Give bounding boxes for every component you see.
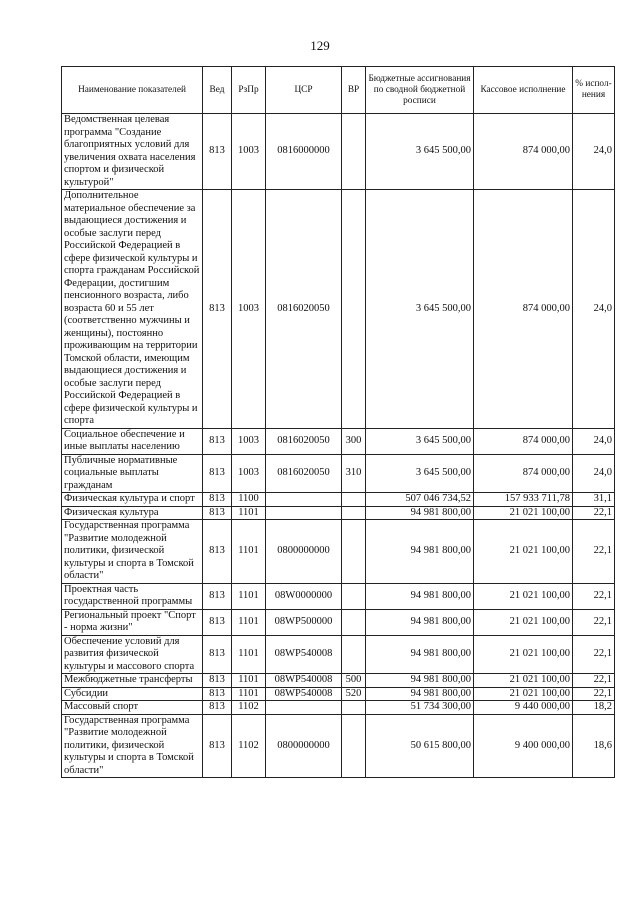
- header-vr: ВР: [342, 67, 366, 114]
- row-cash: 21 021 100,00: [474, 583, 573, 609]
- row-rzpr: 1100: [232, 493, 266, 507]
- table-row: [62, 583, 615, 609]
- header-rzpr: РзПр: [232, 67, 266, 114]
- table-row: [62, 493, 615, 507]
- row-vr: 310: [342, 454, 366, 493]
- row-pct: 22,1: [573, 506, 615, 520]
- row-rzpr: 1101: [232, 687, 266, 701]
- row-budget: 50 615 800,00: [366, 714, 474, 778]
- row-rzpr: 1101: [232, 520, 266, 584]
- row-csr: 08WP540008: [266, 687, 342, 701]
- row-csr: [266, 493, 342, 507]
- row-name: Физическая культура и спорт: [62, 493, 203, 507]
- row-csr: 08W0000000: [266, 583, 342, 609]
- row-name: Обеспечение условий для развития физической культуры и массового спорта: [62, 635, 203, 674]
- row-cash: 21 021 100,00: [474, 687, 573, 701]
- row-vr: [342, 493, 366, 507]
- header-cash: Кассовое исполнение: [474, 67, 573, 114]
- row-ved: 813: [203, 493, 232, 507]
- row-name: Дополнительное материальное обеспечение за выдающиеся достижения и особые заслуги перед Российской Федерацией в сфере физической культуры и спорта гражданам Российской Федерации, достигшим пенсионного возраста, либо возраста 60 и 55 лет (соответственно мужчины и женщины), постоянно проживающим на территории Томской области, имеющим выдающиеся достижения и особые заслуги перед Российской Федерацией в сфере физической культуры и спорта: [62, 190, 203, 429]
- row-vr: [342, 520, 366, 584]
- row-pct: 24,0: [573, 114, 615, 190]
- row-csr: [266, 506, 342, 520]
- row-rzpr: 1003: [232, 190, 266, 429]
- table-row: [62, 520, 615, 584]
- table-row: [62, 114, 615, 190]
- row-rzpr: 1101: [232, 583, 266, 609]
- row-name: Публичные нормативные социальные выплаты гражданам: [62, 454, 203, 493]
- header-csr: ЦСР: [266, 67, 342, 114]
- row-pct: 22,1: [573, 609, 615, 635]
- row-csr: 08WP540008: [266, 635, 342, 674]
- row-csr: 0800000000: [266, 714, 342, 778]
- table-header-row: [62, 67, 615, 114]
- table-row: [62, 674, 615, 688]
- table-row: [62, 701, 615, 715]
- row-vr: [342, 114, 366, 190]
- header-ved: Вед: [203, 67, 232, 114]
- row-ved: 813: [203, 114, 232, 190]
- row-csr: 08WP540008: [266, 674, 342, 688]
- row-csr: 08WP500000: [266, 609, 342, 635]
- row-pct: 31,1: [573, 493, 615, 507]
- row-vr: [342, 635, 366, 674]
- row-csr: 0800000000: [266, 520, 342, 584]
- row-vr: 500: [342, 674, 366, 688]
- row-cash: 157 933 711,78: [474, 493, 573, 507]
- row-rzpr: 1101: [232, 506, 266, 520]
- row-pct: 18,6: [573, 714, 615, 778]
- header-name: Наименование показателей: [62, 67, 203, 114]
- row-name: Региональный проект "Спорт - норма жизни": [62, 609, 203, 635]
- row-budget: 51 734 300,00: [366, 701, 474, 715]
- row-budget: 94 981 800,00: [366, 609, 474, 635]
- row-budget: 94 981 800,00: [366, 635, 474, 674]
- row-name: Ведомственная целевая программа "Создание благоприятных условий для увеличения охвата населения спортом и физической культурой": [62, 114, 203, 190]
- row-vr: [342, 506, 366, 520]
- row-pct: 18,2: [573, 701, 615, 715]
- row-ved: 813: [203, 714, 232, 778]
- row-ved: 813: [203, 428, 232, 454]
- row-pct: 22,1: [573, 520, 615, 584]
- row-name: Межбюджетные трансферты: [62, 674, 203, 688]
- row-ved: 813: [203, 190, 232, 429]
- table-row: [62, 635, 615, 674]
- row-cash: 21 021 100,00: [474, 506, 573, 520]
- row-rzpr: 1102: [232, 701, 266, 715]
- header-pct: % испол-нения: [573, 67, 615, 114]
- row-cash: 21 021 100,00: [474, 609, 573, 635]
- row-name: Государственная программа "Развитие молодежной политики, физической культуры и спорта в Томской области": [62, 520, 203, 584]
- row-budget: 94 981 800,00: [366, 583, 474, 609]
- row-rzpr: 1003: [232, 428, 266, 454]
- row-ved: 813: [203, 635, 232, 674]
- page-number: 129: [310, 38, 330, 53]
- row-ved: 813: [203, 583, 232, 609]
- row-cash: 874 000,00: [474, 454, 573, 493]
- table-row: [62, 428, 615, 454]
- row-budget: 94 981 800,00: [366, 674, 474, 688]
- table-row: [62, 714, 615, 778]
- table-row: [62, 190, 615, 429]
- budget-execution-table: [61, 66, 615, 778]
- row-csr: 0816020050: [266, 454, 342, 493]
- table-row: [62, 454, 615, 493]
- row-ved: 813: [203, 454, 232, 493]
- row-budget: 94 981 800,00: [366, 506, 474, 520]
- row-rzpr: 1102: [232, 714, 266, 778]
- row-pct: 22,1: [573, 583, 615, 609]
- row-name: Проектная часть государственной программы: [62, 583, 203, 609]
- row-cash: 9 440 000,00: [474, 701, 573, 715]
- row-vr: [342, 714, 366, 778]
- row-vr: [342, 609, 366, 635]
- row-budget: 94 981 800,00: [366, 687, 474, 701]
- row-name: Массовый спорт: [62, 701, 203, 715]
- row-budget: 3 645 500,00: [366, 454, 474, 493]
- row-name: Субсидии: [62, 687, 203, 701]
- row-ved: 813: [203, 674, 232, 688]
- row-name: Физическая культура: [62, 506, 203, 520]
- row-pct: 24,0: [573, 454, 615, 493]
- table-row: [62, 506, 615, 520]
- row-rzpr: 1003: [232, 454, 266, 493]
- row-csr: 0816000000: [266, 114, 342, 190]
- row-budget: 3 645 500,00: [366, 190, 474, 429]
- row-pct: 22,1: [573, 687, 615, 701]
- row-csr: [266, 701, 342, 715]
- row-budget: 507 046 734,52: [366, 493, 474, 507]
- row-ved: 813: [203, 506, 232, 520]
- table-row: [62, 609, 615, 635]
- row-csr: 0816020050: [266, 190, 342, 429]
- row-pct: 22,1: [573, 674, 615, 688]
- row-vr: [342, 190, 366, 429]
- row-pct: 22,1: [573, 635, 615, 674]
- row-ved: 813: [203, 609, 232, 635]
- row-ved: 813: [203, 701, 232, 715]
- row-budget: 94 981 800,00: [366, 520, 474, 584]
- row-pct: 24,0: [573, 190, 615, 429]
- row-vr: 300: [342, 428, 366, 454]
- row-cash: 874 000,00: [474, 428, 573, 454]
- row-rzpr: 1101: [232, 609, 266, 635]
- row-vr: [342, 701, 366, 715]
- row-cash: 874 000,00: [474, 190, 573, 429]
- row-rzpr: 1003: [232, 114, 266, 190]
- row-cash: 874 000,00: [474, 114, 573, 190]
- row-cash: 21 021 100,00: [474, 635, 573, 674]
- row-name: Социальное обеспечение и иные выплаты населению: [62, 428, 203, 454]
- row-rzpr: 1101: [232, 635, 266, 674]
- row-csr: 0816020050: [266, 428, 342, 454]
- row-name: Государственная программа "Развитие молодежной политики, физической культуры и спорта в Томской области": [62, 714, 203, 778]
- row-cash: 9 400 000,00: [474, 714, 573, 778]
- table-body: [62, 114, 615, 778]
- row-budget: 3 645 500,00: [366, 428, 474, 454]
- row-vr: 520: [342, 687, 366, 701]
- table-row: [62, 687, 615, 701]
- row-ved: 813: [203, 687, 232, 701]
- header-budget: Бюджетные ассигнования по сводной бюджетной росписи: [366, 67, 474, 114]
- row-budget: 3 645 500,00: [366, 114, 474, 190]
- row-cash: 21 021 100,00: [474, 674, 573, 688]
- row-pct: 24,0: [573, 428, 615, 454]
- row-rzpr: 1101: [232, 674, 266, 688]
- row-ved: 813: [203, 520, 232, 584]
- row-vr: [342, 583, 366, 609]
- row-cash: 21 021 100,00: [474, 520, 573, 584]
